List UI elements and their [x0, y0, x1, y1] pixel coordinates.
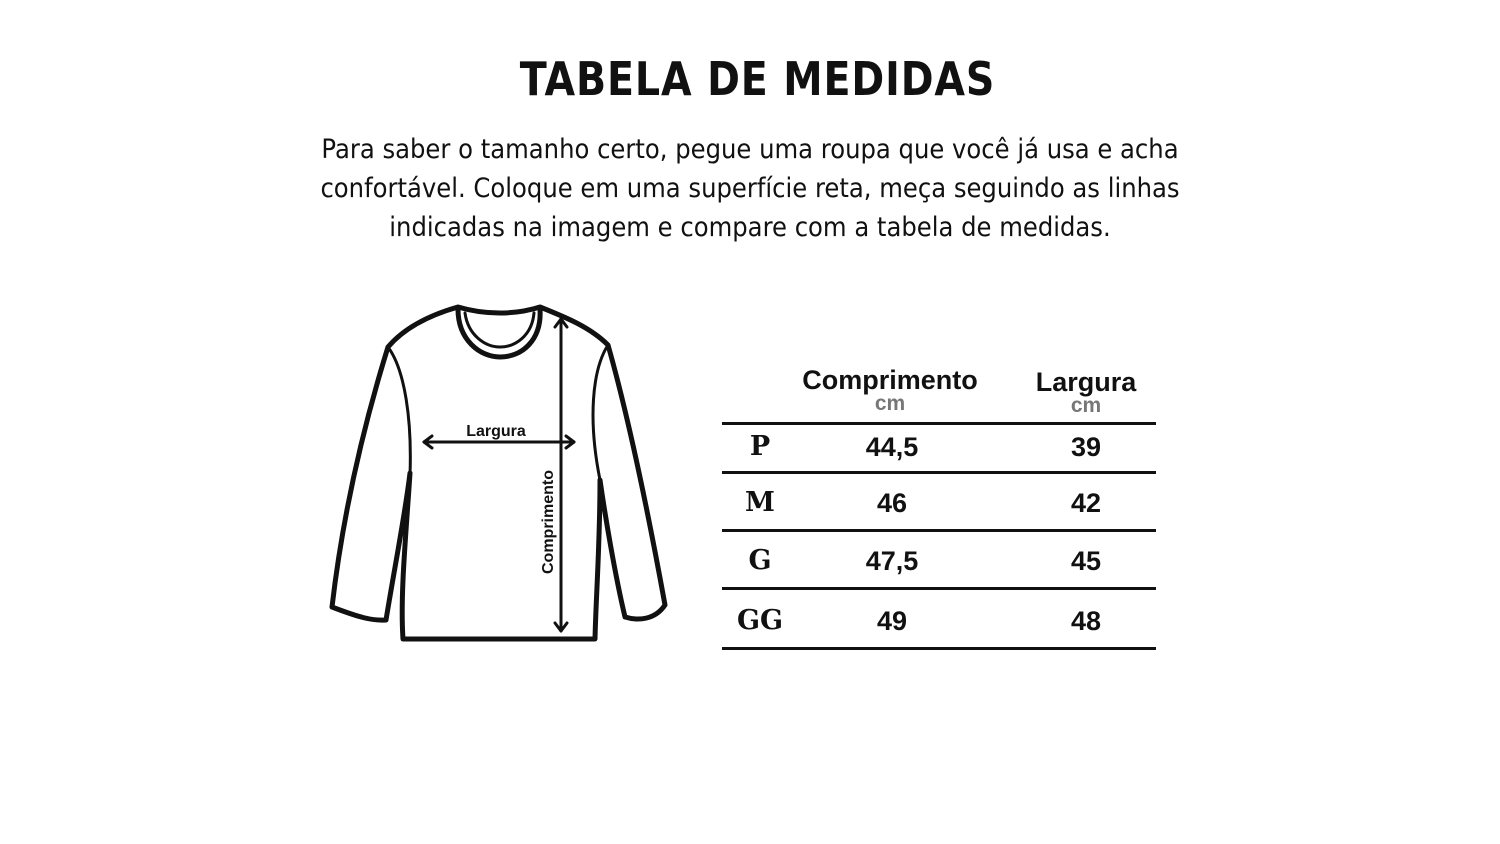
comprimento-value: 46 — [876, 488, 908, 518]
column-unit: cm — [1070, 394, 1102, 417]
length-label: Comprimento — [540, 470, 557, 574]
instructions-line: confortável. Coloque em uma superfície reta, meça seguindo as linhas — [320, 173, 1180, 204]
size-label: GG — [736, 605, 784, 636]
table-row — [722, 592, 1156, 650]
right-sleeve-seam — [593, 345, 608, 480]
table-row — [722, 474, 1156, 532]
column-label: Comprimento — [802, 365, 978, 395]
comprimento-value: 47,5 — [865, 546, 919, 576]
page-title: TABELA DE MEDIDAS — [519, 52, 996, 106]
instructions-line: indicadas na imagem e compare com a tabela de medidas. — [389, 212, 1111, 243]
table-row — [722, 418, 1156, 476]
largura-value: 42 — [1070, 488, 1102, 518]
table-row — [722, 532, 1156, 590]
column-unit: cm — [874, 392, 906, 415]
comprimento-value: 44,5 — [865, 432, 919, 462]
largura-value: 48 — [1070, 606, 1102, 636]
instructions-line: Para saber o tamanho certo, pegue uma roupa que você já usa e acha — [321, 134, 1179, 165]
table-divider — [722, 587, 1156, 590]
table-divider — [722, 647, 1156, 650]
column-header-largura — [1006, 366, 1166, 417]
comprimento-value: 49 — [876, 606, 908, 636]
largura-value: 45 — [1070, 546, 1102, 576]
size-label: M — [745, 487, 775, 518]
left-sleeve-seam — [388, 347, 410, 475]
collar-rib — [465, 313, 534, 347]
column-label: Largura — [1035, 367, 1137, 397]
width-label: Largura — [466, 423, 526, 440]
long-sleeve-shirt-icon — [320, 295, 680, 655]
largura-value: 39 — [1070, 432, 1102, 462]
instructions-text — [255, 130, 1245, 247]
size-label: G — [748, 545, 772, 576]
size-label: P — [749, 431, 771, 462]
column-header-comprimento — [790, 364, 990, 415]
size-table — [722, 358, 1156, 658]
